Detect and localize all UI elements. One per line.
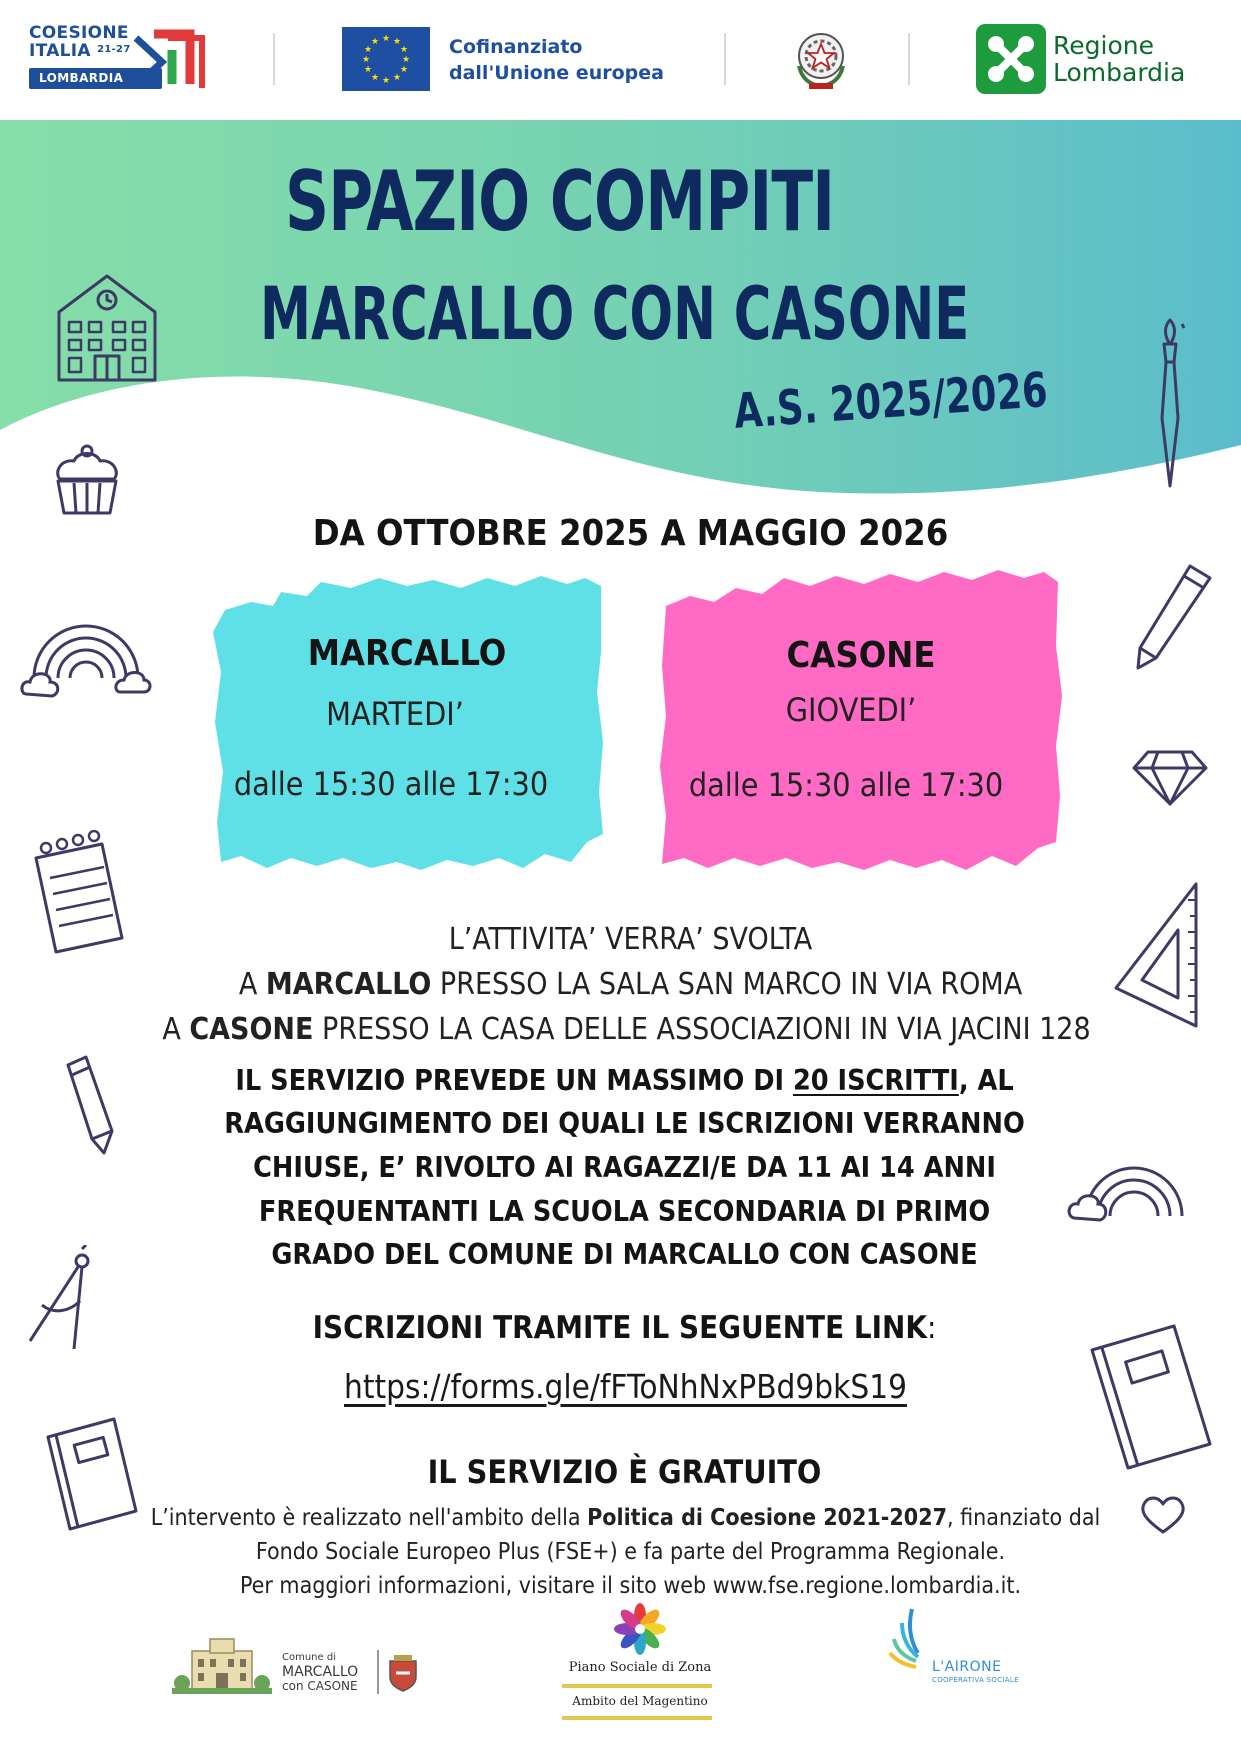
marcallo-card-content xyxy=(211,572,603,872)
venue-place-marcallo: MARCALLO xyxy=(265,967,432,1002)
logo-header xyxy=(0,0,1241,120)
separator xyxy=(724,33,726,85)
comune-logo-text xyxy=(282,1651,358,1693)
casone-card-content xyxy=(660,566,1062,876)
comune-small: Comune di xyxy=(282,1652,336,1663)
separator xyxy=(908,33,910,85)
eu-flag-icon xyxy=(342,27,430,91)
marcallo-town-hall-icon xyxy=(172,1635,272,1697)
airone-bird-icon xyxy=(888,1605,938,1681)
eu-line1: Cofinanziato xyxy=(449,36,583,58)
registration-label: ISCRIZIONI TRAMITE IL SEGUENTE LINK xyxy=(312,1310,927,1346)
piano-sociale-flower-icon xyxy=(612,1601,668,1661)
venue-place-casone: CASONE xyxy=(189,1012,314,1047)
svg-text:★: ★ xyxy=(370,37,380,47)
rainbow-icon xyxy=(20,608,152,704)
venue-address-casone: PRESSO LA CASA DELLE ASSOCIAZIONI IN VIA JACINI 128 xyxy=(313,1012,1091,1047)
piano-sociale-line1: Piano Sociale di Zona xyxy=(568,1660,712,1675)
service-line-3: CHIUSE, E’ RIVOLTO AI RAGAZZI/E DA 11 AI 14 ANNI xyxy=(253,1151,996,1184)
svg-text:★: ★ xyxy=(381,76,391,86)
funding-text: L’intervento è realizzato nell'ambito della xyxy=(150,1505,588,1531)
coesione-years: 21-27 xyxy=(97,44,131,55)
cohesion-policy: Politica di Coesione 2021-2027 xyxy=(587,1505,947,1531)
period-text: DA OTTOBRE 2025 A MAGGIO 2026 xyxy=(312,513,949,554)
venue-line-marcallo xyxy=(0,966,1241,1004)
comune-crest-icon xyxy=(386,1653,420,1697)
airone-subtitle: COOPERATIVA SOCIALE xyxy=(932,1676,1019,1684)
title-line1: SPAZIO COMPITI xyxy=(285,153,835,250)
piano-sociale-line2: Ambito del Magentino xyxy=(572,1694,708,1708)
svg-text:★: ★ xyxy=(361,55,371,65)
max-enrollment: 20 ISCRITTI xyxy=(792,1064,959,1097)
free-service-text: IL SERVIZIO È GRATUITO xyxy=(427,1453,822,1491)
service-text: , AL xyxy=(958,1064,1014,1097)
paintbrush-icon xyxy=(1148,318,1190,488)
registration-label-line xyxy=(0,1310,1241,1346)
registration-colon: : xyxy=(926,1310,937,1346)
session-time: dalle 15:30 alle 17:30 xyxy=(233,765,549,803)
coesione-arrow-icon xyxy=(132,26,208,96)
funding-text: , finanziato dal xyxy=(946,1505,1101,1531)
comune-line2: con CASONE xyxy=(282,1679,358,1693)
diamond-icon xyxy=(1130,748,1210,808)
school-year: A.S. 2025/2026 xyxy=(732,362,1050,440)
coesione-logo-text xyxy=(29,24,131,60)
service-line-2: RAGGIUNGIMENTO DEI QUALI LE ISCRIZIONI VERRANNO xyxy=(224,1107,1025,1140)
session-time: dalle 15:30 alle 17:30 xyxy=(688,766,1004,804)
svg-text:★: ★ xyxy=(392,73,402,83)
venue-prefix: A xyxy=(162,1012,190,1047)
regione-line1: Regione xyxy=(1053,31,1154,60)
airone-name: L'AIRONE xyxy=(932,1659,1002,1675)
pencil-icon xyxy=(1132,562,1214,672)
session-place: MARCALLO xyxy=(307,633,507,674)
regione-line2: Lombardia xyxy=(1053,58,1186,87)
funding-line-1 xyxy=(0,1501,1241,1535)
venue-prefix: A xyxy=(238,967,266,1002)
eu-cofinanced-text xyxy=(449,34,664,86)
italian-republic-emblem-icon xyxy=(789,26,853,96)
eu-line2: dall'Unione europea xyxy=(449,62,664,84)
svg-text:★: ★ xyxy=(370,73,380,83)
comune-line1: MARCALLO xyxy=(282,1664,359,1680)
svg-text:★: ★ xyxy=(363,45,373,55)
venue-line-casone xyxy=(0,1011,1241,1049)
title-line2: MARCALLO CON CASONE xyxy=(260,272,970,357)
funding-line-2: Fondo Sociale Europeo Plus (FSE+) e fa parte del Programma Regionale. xyxy=(255,1539,1006,1565)
coesione-line2-wrap xyxy=(29,42,131,60)
coesione-region: LOMBARDIA xyxy=(39,71,124,85)
session-card-marcallo xyxy=(211,572,603,872)
session-place: CASONE xyxy=(786,635,936,676)
service-line-5: GRADO DEL COMUNE DI MARCALLO CON CASONE xyxy=(271,1238,978,1271)
session-card-casone xyxy=(660,566,1062,876)
regione-lombardia-text xyxy=(1053,32,1185,86)
school-building-icon xyxy=(55,272,159,384)
gold-rule xyxy=(562,1716,712,1720)
svg-text:★: ★ xyxy=(401,55,411,65)
service-line-4: FREQUENTANTI LA SCUOLA SECONDARIA DI PRIMO xyxy=(258,1195,991,1228)
regione-lombardia-logo-icon xyxy=(976,24,1046,94)
venue-address-marcallo: PRESSO LA SALA SAN MARCO IN VIA ROMA xyxy=(431,967,1023,1002)
cupcake-icon xyxy=(52,443,122,518)
funding-line-3: Per maggiori informazioni, visitare il sito web www.fse.regione.lombardia.it. xyxy=(239,1573,1022,1599)
service-text: IL SERVIZIO PREVEDE UN MASSIMO DI xyxy=(235,1064,793,1097)
service-line-1 xyxy=(0,1063,1241,1099)
coesione-line1: COESIONE xyxy=(29,23,129,43)
separator xyxy=(273,33,275,85)
registration-link[interactable]: https://forms.gle/fFToNhNxPBd9bkS19 xyxy=(344,1367,907,1406)
venue-intro: L’ATTIVITA’ VERRA’ SVOLTA xyxy=(448,922,813,957)
session-day: GIOVEDI’ xyxy=(785,691,917,729)
coesione-line2: ITALIA xyxy=(29,41,91,61)
gold-rule xyxy=(562,1684,712,1688)
svg-text:★: ★ xyxy=(363,65,373,75)
svg-text:★: ★ xyxy=(392,37,402,47)
svg-text:★: ★ xyxy=(399,45,409,55)
svg-text:★: ★ xyxy=(399,65,409,75)
session-day: MARTEDI’ xyxy=(326,695,464,733)
separator xyxy=(377,1650,379,1694)
svg-text:★: ★ xyxy=(381,34,391,44)
